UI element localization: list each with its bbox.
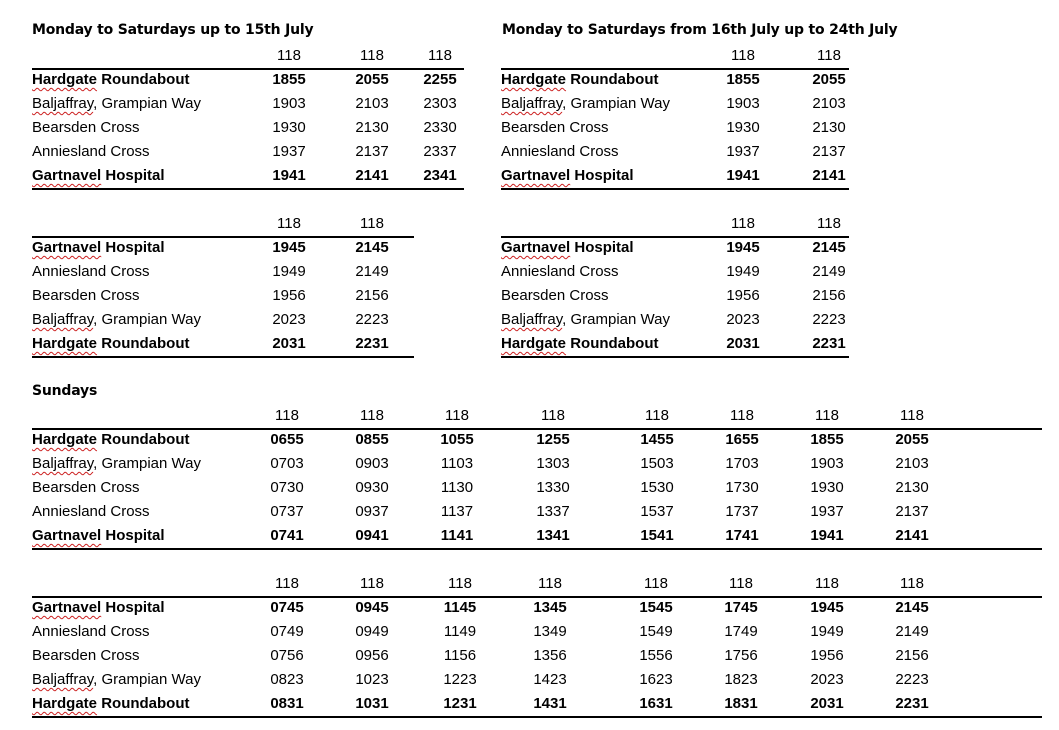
route-number: 118: [275, 575, 299, 592]
table-row: [32, 260, 414, 284]
route-number: 118: [731, 47, 755, 64]
departure-time: 2055: [355, 71, 389, 88]
departure-time: 2149: [812, 263, 846, 280]
stop-name-bearsden-cross: Bearsden Cross: [501, 119, 609, 136]
route-header-row: [32, 212, 414, 236]
departure-time: 1956: [272, 287, 306, 304]
route-number: 118: [729, 575, 753, 592]
departure-time: 0903: [355, 455, 389, 472]
departure-time: 1855: [726, 71, 760, 88]
route-number: 118: [815, 407, 839, 424]
departure-time: 2341: [423, 167, 457, 184]
table-row: [32, 428, 1042, 452]
departure-time: 1945: [810, 599, 844, 616]
table-row: [501, 116, 849, 140]
stop-name-hardgate-roundabout: Hardgate Roundabout: [32, 335, 190, 352]
table-row: [501, 284, 849, 308]
departure-time: 2223: [895, 671, 929, 688]
route-number: 118: [815, 575, 839, 592]
departure-time: 2141: [812, 167, 846, 184]
departure-time: 2337: [423, 143, 457, 160]
departure-time: 1341: [536, 527, 570, 544]
departure-time: 1930: [272, 119, 306, 136]
spellcheck-underline: Hardgate: [501, 71, 567, 88]
departure-time: 1537: [640, 503, 674, 520]
spellcheck-underline: Gartnavel: [32, 599, 102, 616]
departure-time: 1937: [726, 143, 760, 160]
table-row: [32, 692, 1042, 716]
departure-time: 1103: [440, 455, 474, 472]
departure-time: 1655: [725, 431, 759, 448]
timetable-sun-out: [32, 404, 1042, 552]
departure-time: 1956: [810, 647, 844, 664]
departure-time: 1831: [724, 695, 758, 712]
route-number: 118: [538, 575, 562, 592]
departure-time: 1145: [443, 599, 477, 616]
heading-sundays: Sundays: [32, 383, 98, 399]
route-number: 118: [644, 575, 668, 592]
table-bottom-rule: [32, 188, 464, 190]
spellcheck-underline: Baljaffray: [32, 95, 94, 112]
departure-time: 1623: [639, 671, 673, 688]
departure-time: 2137: [812, 143, 846, 160]
timetable-ms1-ret: [32, 212, 414, 360]
table-row: [501, 164, 849, 188]
stop-name-baljaffray-grampian-way: Baljaffray, Grampian Way: [32, 95, 201, 112]
departure-time: 1756: [724, 647, 758, 664]
table-row: [32, 116, 464, 140]
departure-time: 0737: [270, 503, 304, 520]
departure-time: 2130: [355, 119, 389, 136]
departure-time: 1737: [725, 503, 759, 520]
departure-time: 2156: [355, 287, 389, 304]
table-bottom-rule: [32, 356, 414, 358]
spellcheck-underline: Gartnavel: [32, 527, 102, 544]
route-number: 118: [817, 47, 841, 64]
departure-time: 2141: [355, 167, 389, 184]
departure-time: 1631: [639, 695, 673, 712]
stop-name-baljaffray-grampian-way: Baljaffray, Grampian Way: [32, 671, 201, 688]
route-number: 118: [360, 575, 384, 592]
departure-time: 0655: [270, 431, 304, 448]
departure-time: 1503: [640, 455, 674, 472]
table-bottom-rule: [501, 356, 849, 358]
stop-name-bearsden-cross: Bearsden Cross: [32, 647, 140, 664]
departure-time: 2156: [895, 647, 929, 664]
heading-mon-sat-16-to-24-july: Monday to Saturdays from 16th July up to 24th July: [502, 22, 898, 38]
table-row: [32, 668, 1042, 692]
table-row: [32, 332, 414, 356]
stop-name-gartnavel-hospital: Gartnavel Hospital: [32, 239, 165, 256]
departure-time: 0937: [355, 503, 389, 520]
departure-time: 2031: [272, 335, 306, 352]
stop-name-gartnavel-hospital: Gartnavel Hospital: [501, 239, 634, 256]
stop-name-hardgate-roundabout: Hardgate Roundabout: [32, 695, 190, 712]
table-row: [32, 452, 1042, 476]
spellcheck-underline: Baljaffray: [32, 455, 94, 472]
stop-name-hardgate-roundabout: Hardgate Roundabout: [501, 71, 659, 88]
table-row: [501, 332, 849, 356]
departure-time: 2031: [810, 695, 844, 712]
table-row: [501, 68, 849, 92]
departure-time: 2149: [355, 263, 389, 280]
departure-time: 2023: [810, 671, 844, 688]
stop-name-bearsden-cross: Bearsden Cross: [32, 287, 140, 304]
stop-name-gartnavel-hospital: Gartnavel Hospital: [32, 599, 165, 616]
departure-time: 2156: [812, 287, 846, 304]
departure-time: 1031: [355, 695, 389, 712]
departure-time: 1855: [272, 71, 306, 88]
route-number: 118: [428, 47, 452, 64]
table-row: [501, 260, 849, 284]
stop-name-bearsden-cross: Bearsden Cross: [32, 479, 140, 496]
route-header-row: [501, 44, 849, 68]
stop-name-baljaffray-grampian-way: Baljaffray, Grampian Way: [501, 95, 670, 112]
stop-name-gartnavel-hospital: Gartnavel Hospital: [32, 167, 165, 184]
route-number: 118: [277, 215, 301, 232]
table-row: [32, 68, 464, 92]
departure-time: 2130: [812, 119, 846, 136]
stop-name-hardgate-roundabout: Hardgate Roundabout: [501, 335, 659, 352]
departure-time: 1745: [724, 599, 758, 616]
departure-time: 1941: [726, 167, 760, 184]
spellcheck-underline: Baljaffray: [32, 671, 94, 688]
route-number: 118: [448, 575, 472, 592]
table-bottom-rule: [501, 188, 849, 190]
route-header-row: [32, 572, 1042, 596]
spellcheck-underline: Baljaffray: [32, 311, 94, 328]
route-number: 118: [730, 407, 754, 424]
table-row: [32, 644, 1042, 668]
stop-name-anniesland-cross: Anniesland Cross: [501, 263, 619, 280]
departure-time: 1823: [724, 671, 758, 688]
departure-time: 2145: [895, 599, 929, 616]
departure-time: 1149: [443, 623, 477, 640]
departure-time: 1903: [272, 95, 306, 112]
departure-time: 0945: [355, 599, 389, 616]
departure-time: 2231: [895, 695, 929, 712]
departure-time: 2231: [355, 335, 389, 352]
departure-time: 2145: [355, 239, 389, 256]
spellcheck-underline: Baljaffray: [501, 95, 563, 112]
departure-time: 1730: [725, 479, 759, 496]
route-number: 118: [275, 407, 299, 424]
route-number: 118: [900, 407, 924, 424]
departure-time: 2023: [726, 311, 760, 328]
departure-time: 1345: [533, 599, 567, 616]
table-bottom-rule: [32, 716, 1042, 718]
departure-time: 1330: [536, 479, 570, 496]
stop-name-anniesland-cross: Anniesland Cross: [32, 143, 150, 160]
departure-time: 0956: [355, 647, 389, 664]
table-row: [32, 164, 464, 188]
departure-time: 0831: [270, 695, 304, 712]
route-number: 118: [360, 407, 384, 424]
stop-name-baljaffray-grampian-way: Baljaffray, Grampian Way: [501, 311, 670, 328]
table-row: [32, 284, 414, 308]
route-number: 118: [900, 575, 924, 592]
departure-time: 1556: [639, 647, 673, 664]
route-header-row: [32, 44, 464, 68]
route-number: 118: [731, 215, 755, 232]
departure-time: 1356: [533, 647, 567, 664]
departure-time: 2145: [812, 239, 846, 256]
route-number: 118: [645, 407, 669, 424]
departure-time: 1023: [355, 671, 389, 688]
departure-time: 1349: [533, 623, 567, 640]
departure-time: 1855: [810, 431, 844, 448]
stop-name-anniesland-cross: Anniesland Cross: [32, 623, 150, 640]
departure-time: 1949: [726, 263, 760, 280]
departure-time: 2055: [895, 431, 929, 448]
departure-time: 1956: [726, 287, 760, 304]
stop-name-bearsden-cross: Bearsden Cross: [32, 119, 140, 136]
stop-name-gartnavel-hospital: Gartnavel Hospital: [501, 167, 634, 184]
departure-time: 0749: [270, 623, 304, 640]
route-number: 118: [360, 47, 384, 64]
heading-mon-sat-up-to-15-july: Monday to Saturdays up to 15th July: [32, 22, 314, 38]
departure-time: 0823: [270, 671, 304, 688]
table-row: [32, 140, 464, 164]
departure-time: 2303: [423, 95, 457, 112]
departure-time: 1156: [443, 647, 477, 664]
departure-time: 1141: [440, 527, 474, 544]
departure-time: 1231: [443, 695, 477, 712]
departure-time: 1741: [725, 527, 759, 544]
spellcheck-underline: Hardgate: [32, 71, 98, 88]
departure-time: 2137: [895, 503, 929, 520]
departure-time: 0756: [270, 647, 304, 664]
departure-time: 1903: [810, 455, 844, 472]
departure-time: 1130: [440, 479, 474, 496]
departure-time: 1223: [443, 671, 477, 688]
departure-time: 0730: [270, 479, 304, 496]
departure-time: 2023: [272, 311, 306, 328]
timetable-ms1-out: [32, 44, 464, 192]
departure-time: 2223: [812, 311, 846, 328]
stop-name-baljaffray-grampian-way: Baljaffray, Grampian Way: [32, 455, 201, 472]
departure-time: 1749: [724, 623, 758, 640]
table-row: [32, 236, 414, 260]
spellcheck-underline: Hardgate: [32, 335, 98, 352]
route-number: 118: [541, 407, 565, 424]
table-row: [501, 308, 849, 332]
departure-time: 1541: [640, 527, 674, 544]
departure-time: 2055: [812, 71, 846, 88]
departure-time: 2223: [355, 311, 389, 328]
table-row: [501, 140, 849, 164]
departure-time: 1949: [810, 623, 844, 640]
departure-time: 1549: [639, 623, 673, 640]
route-number: 118: [360, 215, 384, 232]
departure-time: 1455: [640, 431, 674, 448]
departure-time: 1941: [810, 527, 844, 544]
departure-time: 0703: [270, 455, 304, 472]
departure-time: 1337: [536, 503, 570, 520]
table-row: [32, 500, 1042, 524]
departure-time: 0949: [355, 623, 389, 640]
timetable-ms2-out: [501, 44, 849, 192]
spellcheck-underline: Gartnavel: [501, 239, 571, 256]
departure-time: 0741: [270, 527, 304, 544]
departure-time: 0941: [355, 527, 389, 544]
departure-time: 2149: [895, 623, 929, 640]
departure-time: 1930: [810, 479, 844, 496]
departure-time: 1903: [726, 95, 760, 112]
table-row: [32, 524, 1042, 548]
departure-time: 1530: [640, 479, 674, 496]
departure-time: 2103: [895, 455, 929, 472]
departure-time: 1545: [639, 599, 673, 616]
departure-time: 1703: [725, 455, 759, 472]
departure-time: 2103: [355, 95, 389, 112]
departure-time: 1137: [440, 503, 474, 520]
stop-name-bearsden-cross: Bearsden Cross: [501, 287, 609, 304]
departure-time: 2141: [895, 527, 929, 544]
departure-time: 2255: [423, 71, 457, 88]
departure-time: 1930: [726, 119, 760, 136]
table-row: [501, 236, 849, 260]
spellcheck-underline: Hardgate: [32, 695, 98, 712]
route-header-row: [32, 404, 1042, 428]
departure-time: 1423: [533, 671, 567, 688]
departure-time: 1945: [272, 239, 306, 256]
route-number: 118: [817, 215, 841, 232]
stop-name-anniesland-cross: Anniesland Cross: [32, 503, 150, 520]
departure-time: 0745: [270, 599, 304, 616]
departure-time: 2137: [355, 143, 389, 160]
departure-time: 1055: [440, 431, 474, 448]
departure-time: 1949: [272, 263, 306, 280]
departure-time: 0855: [355, 431, 389, 448]
departure-time: 0930: [355, 479, 389, 496]
departure-time: 2231: [812, 335, 846, 352]
departure-time: 1945: [726, 239, 760, 256]
table-bottom-rule: [32, 548, 1042, 550]
departure-time: 1937: [810, 503, 844, 520]
table-row: [32, 620, 1042, 644]
stop-name-baljaffray-grampian-way: Baljaffray, Grampian Way: [32, 311, 201, 328]
stop-name-hardgate-roundabout: Hardgate Roundabout: [32, 431, 190, 448]
departure-time: 1431: [533, 695, 567, 712]
departure-time: 1255: [536, 431, 570, 448]
departure-time: 2031: [726, 335, 760, 352]
spellcheck-underline: Hardgate: [501, 335, 567, 352]
spellcheck-underline: Hardgate: [32, 431, 98, 448]
stop-name-gartnavel-hospital: Gartnavel Hospital: [32, 527, 165, 544]
timetable-sun-ret: [32, 572, 1042, 720]
table-row: [501, 92, 849, 116]
table-row: [32, 596, 1042, 620]
spellcheck-underline: Gartnavel: [501, 167, 571, 184]
departure-time: 1937: [272, 143, 306, 160]
departure-time: 2130: [895, 479, 929, 496]
departure-time: 1303: [536, 455, 570, 472]
departure-time: 2103: [812, 95, 846, 112]
table-row: [32, 92, 464, 116]
stop-name-hardgate-roundabout: Hardgate Roundabout: [32, 71, 190, 88]
table-row: [32, 308, 414, 332]
departure-time: 1941: [272, 167, 306, 184]
route-header-row: [501, 212, 849, 236]
spellcheck-underline: Baljaffray: [501, 311, 563, 328]
route-number: 118: [277, 47, 301, 64]
route-number: 118: [445, 407, 469, 424]
spellcheck-underline: Gartnavel: [32, 239, 102, 256]
stop-name-anniesland-cross: Anniesland Cross: [501, 143, 619, 160]
departure-time: 2330: [423, 119, 457, 136]
spellcheck-underline: Gartnavel: [32, 167, 102, 184]
stop-name-anniesland-cross: Anniesland Cross: [32, 263, 150, 280]
table-row: [32, 476, 1042, 500]
timetable-ms2-ret: [501, 212, 849, 360]
